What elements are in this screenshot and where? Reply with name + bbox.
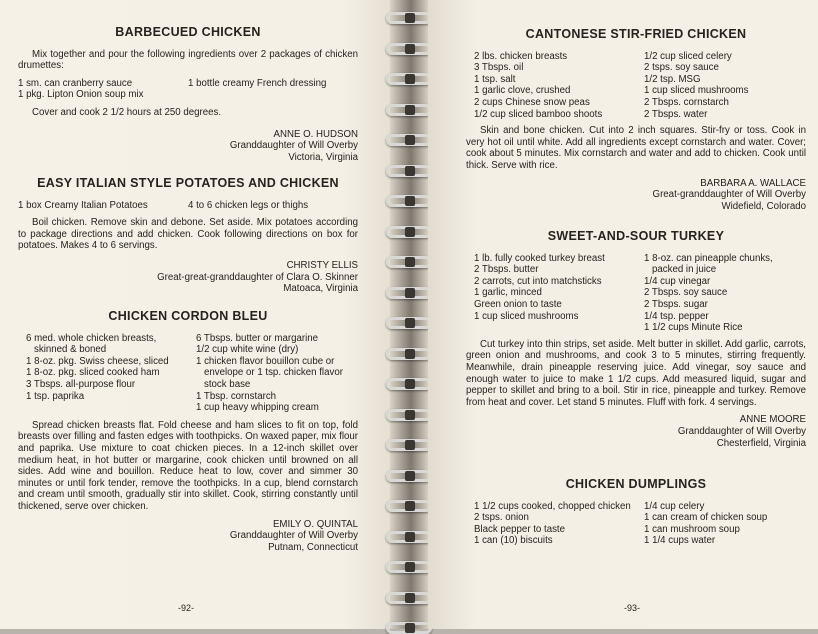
ingredient: Green onion to taste (474, 298, 562, 310)
ingredient: 1 1/2 cups cooked, chopped chicken (474, 500, 631, 512)
ingredient: 1 cup sliced mushrooms (474, 310, 579, 322)
recipe-location: Matoaca, Virginia (283, 283, 358, 295)
ingredient-list (18, 78, 358, 101)
ingredient: 1/2 cup white wine (dry) (196, 344, 299, 356)
page-number: -93- (624, 603, 641, 613)
recipe-relation: Great-great-granddaughter of Clara O. Skinner (157, 271, 358, 283)
recipe-directions: Spread chicken breasts flat. Fold cheese and ham slices to fit on top, fold breasts over filling and fasten edges with toothpicks. On waxed paper, mix flour and paprika. Use mixture to coat chicken pieces. In a 12-inch skillet over medium heat, in hot butter or margarine, cook chicken until browned on all sides. Add wine and bouillon. Reduce heat to low, cover and simmer 30 minutes or until fork tender, remove the toothpicks. In a cup, blend cornstarch and cream until smooth, gradually stir into skillet. Cook, stirring constantly until thickened, serve over chicken. (18, 419, 358, 512)
ingredient: 1 garlic clove, crushed (474, 85, 571, 97)
binding-ring (386, 592, 432, 604)
ingredient: 1/2 tsp. MSG (644, 73, 701, 85)
recipe-directions: Cover and cook 2 1/2 hours at 250 degrees. (32, 106, 222, 118)
ingredient: 1 tsp. paprika (26, 390, 85, 402)
ingredient: 1 tsp. salt (474, 73, 516, 85)
ingredient: 4 to 6 chicken legs or thighs (188, 199, 309, 211)
binding-ring (386, 287, 432, 299)
recipe-directions: Skin and bone chicken. Cut into 2 inch squares. Stir-fry or toss. Cook in very hot oil until white. Add all ingredients except cornstarch and water. Cover; cook about 5 minutes. Mix cornstarch and water and add to chicken. Cook until thick. Serve with rice. (466, 125, 806, 171)
ingredient: 1/2 cup sliced bamboo shoots (474, 108, 603, 120)
recipe-chicken-cordon-bleu (18, 311, 358, 553)
recipe-relation: Great-granddaughter of Will Overby (652, 189, 806, 201)
binding-ring (386, 165, 432, 177)
recipe-relation: Granddaughter of Will Overby (229, 530, 358, 542)
ingredient: 1 sm. can cranberry sauce (18, 77, 133, 89)
binding-ring (386, 348, 432, 360)
binding-ring (386, 12, 432, 24)
recipe-sweet-and-sour-turkey (466, 231, 806, 449)
binding-ring (386, 378, 432, 390)
binding-ring (386, 470, 432, 482)
recipe-intro: Mix together and pour the following ingredients over 2 packages of chicken drumettes: (18, 48, 358, 72)
ingredient: 1 pkg. Lipton Onion soup mix (18, 89, 144, 101)
ingredient: 6 med. whole chicken breasts, skinned & boned (26, 332, 157, 356)
ingredient: 1 chicken flavor bouillon cube or envelope or 1 tsp. chicken flavor stock base (196, 355, 343, 390)
binding-ring (386, 622, 432, 634)
ingredient: 1 8-oz. pkg. sliced cooked ham (26, 367, 160, 379)
ingredient: 1 8-oz. can pineapple chunks, packed in juice (644, 252, 773, 276)
ingredient: 2 tsps. soy sauce (644, 62, 719, 74)
binding-ring (386, 134, 432, 146)
ingredient: 1/4 cup vinegar (644, 275, 711, 287)
binding-ring (386, 43, 432, 55)
ingredient: 2 cups Chinese snow peas (474, 96, 590, 108)
ingredient: 1/4 cup celery (644, 500, 705, 512)
ingredient: 3 Tbsps. all-purpose flour (26, 378, 136, 390)
ingredient: 2 tsps. onion (474, 512, 529, 524)
ingredient-list (18, 200, 358, 212)
ingredient-list (466, 253, 806, 334)
ingredient: Black pepper to taste (474, 523, 566, 535)
ingredient-list (18, 333, 358, 414)
ingredient: 2 carrots, cut into matchsticks (474, 275, 602, 287)
ingredient: 2 lbs. chicken breasts (474, 50, 568, 62)
binding-ring (386, 409, 432, 421)
recipe-location: Chesterfield, Virginia (716, 437, 806, 449)
ingredient: 3 Tbsps. oil (474, 62, 524, 74)
recipe-location: Widefield, Colorado (721, 200, 806, 212)
recipe-relation: Granddaughter of Will Overby (677, 425, 806, 437)
binding-ring (386, 561, 432, 573)
binding-ring (386, 73, 432, 85)
recipe-cantonese-stir-fried-chicken (466, 29, 806, 212)
recipe-author: ANNE MOORE (739, 414, 806, 426)
recipe-directions: Cut turkey into thin strips, set aside. Melt butter in skillet. Add garlic, carrots, green onion and mushrooms, and cook 3 to 5 minutes, stirring frequently. Meanwhile, drain pineapple reserving juice. Add vinegar, soy sauce and enough water to juice to make 1 1/2 cups. Add measured liquid, sugar and pepper to skillet and bring to a boil. Stir in rice, pineapple and turkey. Remove from heat and cover. Let stand 5 minutes. Fluff with fork. 4 servings. (466, 338, 806, 408)
ingredient: 2 Tbsps. water (644, 108, 708, 120)
ingredient: 2 Tbsps. soy sauce (644, 287, 728, 299)
recipe-title: BARBECUED CHICKEN (115, 25, 261, 39)
recipe-location: Putnam, Connecticut (268, 541, 358, 553)
ingredient: 1 lb. fully cooked turkey breast (474, 252, 605, 264)
ingredient: 1 8-oz. pkg. Swiss cheese, sliced (26, 355, 169, 367)
binding-ring (386, 317, 432, 329)
left-page (0, 0, 390, 629)
recipe-author: CHRISTY ELLIS (286, 259, 358, 271)
ingredient-list (466, 501, 806, 547)
binding-ring (386, 439, 432, 451)
binding-ring (386, 531, 432, 543)
ingredient: 1 can cream of chicken soup (644, 512, 768, 524)
recipe-author: ANNE O. HUDSON (273, 128, 358, 140)
ingredient: 6 Tbsps. butter or margarine (196, 332, 319, 344)
ingredient: 1 bottle creamy French dressing (188, 77, 327, 89)
binding-ring (386, 104, 432, 116)
recipe-title: EASY ITALIAN STYLE POTATOES AND CHICKEN (37, 176, 339, 190)
ingredient: 1 1/2 cups Minute Rice (644, 322, 743, 334)
recipe-title: CANTONESE STIR-FRIED CHICKEN (525, 27, 747, 41)
ingredient: 1 can mushroom soup (644, 523, 740, 535)
page-number: -92- (178, 603, 195, 613)
recipe-relation: Granddaughter of Will Overby (229, 140, 358, 152)
recipe-barbecued-chicken (18, 27, 358, 163)
recipe-location: Victoria, Virginia (288, 151, 358, 163)
recipe-title: SWEET-AND-SOUR TURKEY (547, 229, 725, 243)
ingredient: 1 cup heavy whipping cream (196, 402, 319, 414)
binding-ring (386, 500, 432, 512)
ingredient: 1 box Creamy Italian Potatoes (18, 199, 148, 211)
ingredient: 1/2 cup sliced celery (644, 50, 732, 62)
recipe-chicken-dumplings (466, 479, 806, 547)
ingredient: 1 cup sliced mushrooms (644, 85, 749, 97)
recipe-author: EMILY O. QUINTAL (272, 518, 358, 530)
ingredient: 2 Tbsps. cornstarch (644, 96, 729, 108)
right-page (428, 0, 818, 629)
ingredient: 1 Tbsp. cornstarch (196, 390, 277, 402)
ingredient: 1/4 tsp. pepper (644, 310, 709, 322)
recipe-easy-italian-potatoes-chicken (18, 178, 358, 295)
recipe-directions: Boil chicken. Remove skin and debone. Set aside. Mix potatoes according to package directions and add chicken. Cook following directions on box for potatoes. Makes 4 to 6 servings. (18, 217, 358, 252)
binding-ring (386, 226, 432, 238)
recipe-author: BARBARA A. WALLACE (700, 177, 806, 189)
ingredient-list (466, 51, 806, 121)
ingredient: 2 Tbsps. sugar (644, 298, 708, 310)
ingredient: 1 can (10) biscuits (474, 535, 553, 547)
ingredient: 1 garlic, minced (474, 287, 542, 299)
ingredient: 1 1/4 cups water (644, 535, 716, 547)
binding-ring (386, 195, 432, 207)
binding-ring (386, 256, 432, 268)
recipe-title: CHICKEN CORDON BLEU (108, 309, 268, 323)
ingredient: 2 Tbsps. butter (474, 264, 539, 276)
recipe-title: CHICKEN DUMPLINGS (565, 477, 707, 491)
